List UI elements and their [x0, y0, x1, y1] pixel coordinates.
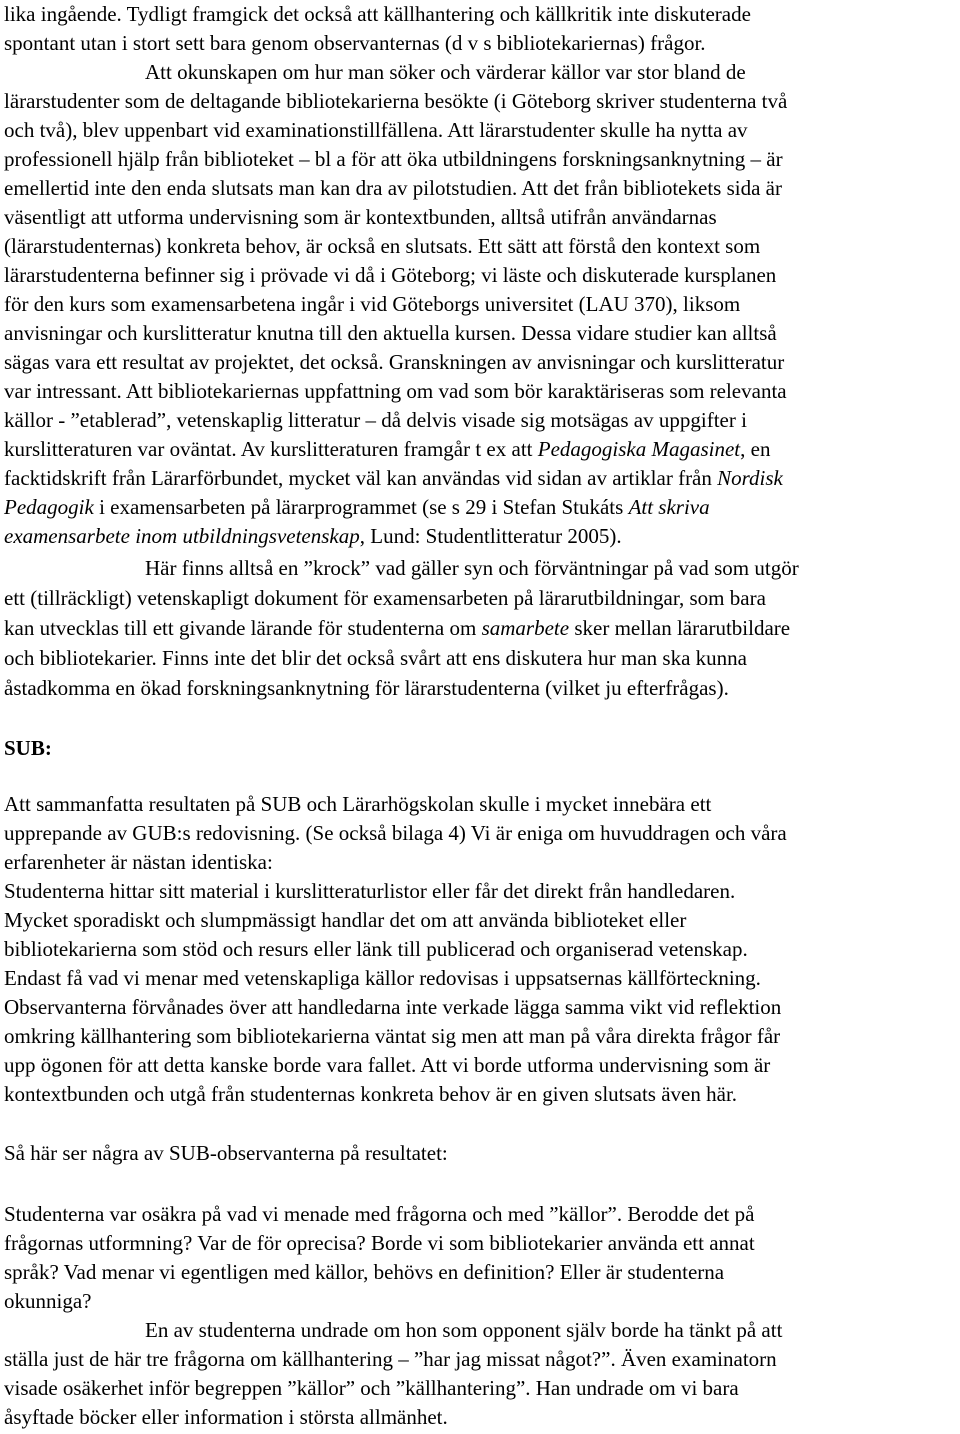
text-line: okunniga? [4, 1289, 92, 1313]
text-line: var intressant. Att bibliotekariernas uppfattning om vad som bör karaktäriseras som relevanta [4, 379, 787, 403]
text-line [4, 522, 622, 551]
text-line: En av studenterna undrade om hon som opponent själv borde ha tänkt på att [145, 1318, 783, 1342]
text-line: bibliotekarierna som stöd och resurs eller länk till publicerad och organiserad vetenskap. [4, 937, 748, 961]
text-line: språk? Vad menar vi egentligen med källor, behövs en definition? Eller är studenterna [4, 1260, 725, 1284]
text-line: lärarstudenterna befinner sig i prövade vi då i Göteborg; vi läste och diskuterade kursplanen [4, 263, 777, 287]
text-line: Så här ser några av SUB-observanterna på resultatet: [4, 1141, 448, 1165]
title-italic: Pedagogik [4, 495, 94, 519]
text-line: anvisningar och kurslitteratur knutna till den aktuella kursen. Dessa vidare studier kan alltså [4, 321, 777, 345]
title-italic: Att skriva [628, 495, 710, 519]
text-segment: kan utvecklas till ett givande lärande för studenterna om [4, 616, 482, 640]
text-line: väsentligt att utforma undervisning som är kontextbunden, alltså utifrån användarnas [4, 205, 717, 229]
text-line: erfarenheter är nästan identiska: [4, 850, 273, 874]
text-line: och bibliotekarier. Finns inte det blir det också svårt att ens diskutera hur man ska kunna [4, 646, 747, 670]
text-segment: i examensarbeten på lärarprogrammet (se s 29 i Stefan Stukáts [93, 495, 629, 519]
text-line: Studenterna var osäkra på vad vi menade med frågorna och med ”källor”. Berodde det på [4, 1202, 755, 1226]
text-line: Att okunskapen om hur man söker och värderar källor var stor bland de [145, 60, 746, 84]
text-line [4, 435, 770, 464]
text-line: Mycket sporadiskt och slumpmässigt handlar det om att använda biblioteket eller [4, 908, 687, 932]
text-line: Studenterna hittar sitt material i kurslitteraturlistor eller får det direkt från handledaren. [4, 879, 736, 903]
text-line [4, 493, 710, 522]
text-segment: facktidskrift från Lärarförbundet, mycket väl kan användas vid sidan av artiklar från [4, 466, 718, 490]
text-line: källor - ”etablerad”, vetenskaplig litteratur – då delvis visade sig motsägas av uppgifter i [4, 408, 747, 432]
text-line: Observanterna förvånades över att handledarna inte verkade lägga samma vikt vid reflektion [4, 995, 782, 1019]
text-line: Endast få vad vi menar med vetenskapliga källor redovisas i uppsatsernas källförteckning. [4, 966, 761, 990]
text-line [4, 464, 783, 493]
title-italic: examensarbete inom utbildningsvetenskap [4, 524, 360, 548]
text-line: och två), blev uppenbart vid examinationstillfällena. Att lärarstudenter skulle ha nytta av [4, 118, 748, 142]
text-line: emellertid inte den enda slutsats man kan dra av pilotstudien. Att det från bibliotekets sida är [4, 176, 782, 200]
title-italic: Pedagogiska Magasinet [537, 437, 741, 461]
text-line: omkring källhantering som bibliotekarierna väntat sig men att man på våra direkta frågor får [4, 1024, 781, 1048]
text-line: spontant utan i stort sett bara genom observanternas (d v s bibliotekariernas) frågor. [4, 31, 706, 55]
text-line: åstadkomma en ökad forskningsanknytning för lärarstudenterna (vilket ju efterfrågas). [4, 676, 729, 700]
text-segment: sker mellan lärarutbildare [569, 616, 791, 640]
text-line: ställa just de här tre frågorna om källhantering – ”har jag missat något?”. Även examinatorn [4, 1347, 777, 1371]
text-line [4, 614, 790, 643]
text-line: lika ingående. Tydligt framgick det också att källhantering och källkritik inte diskuterade [4, 2, 751, 26]
text-line: lärarstudenter som de deltagande bibliotekarierna besökte (i Göteborg skriver studenterna två [4, 89, 788, 113]
text-segment: , Lund: Studentlitteratur 2005). [359, 524, 622, 548]
text-segment: kurslitteraturen var oväntat. Av kurslitteraturen framgår t ex att [4, 437, 538, 461]
emphasis-italic: samarbete [481, 616, 570, 640]
text-line: Här finns alltså en ”krock” vad gäller syn och förväntningar på vad som utgör [145, 556, 799, 580]
text-segment: , en [740, 437, 771, 461]
text-line: (lärarstudenternas) konkreta behov, är också en slutsats. Ett sätt att förstå den kontext som [4, 234, 761, 258]
text-line: visade osäkerhet inför begreppen ”källor” och ”källhantering”. Han undrade om vi bara [4, 1376, 739, 1400]
text-line: ett (tillräckligt) vetenskapligt dokument för examensarbeten på lärarutbildningar, som bara [4, 586, 766, 610]
text-line: professionell hjälp från biblioteket – bl a för att öka utbildningens forskningsanknytning – är [4, 147, 783, 171]
text-line: frågornas utformning? Var de för oprecisa? Borde vi som bibliotekarier använda ett annat [4, 1231, 755, 1255]
text-line: kontextbunden och utgå från studenternas konkreta behov är en given slutsats även här. [4, 1082, 738, 1106]
text-line: Att sammanfatta resultaten på SUB och Lärarhögskolan skulle i mycket innebära ett [4, 792, 712, 816]
title-italic: Nordisk [717, 466, 783, 490]
text-line: för den kurs som examensarbetena ingår i vid Göteborgs universitet (LAU 370), liksom [4, 292, 741, 316]
text-line: åsyftade böcker eller information i största allmänhet. [4, 1405, 448, 1429]
text-line: upp ögonen för att detta kanske borde vara fallet. Att vi borde utforma undervisning som är [4, 1053, 771, 1077]
text-line: upprepande av GUB:s redovisning. (Se också bilaga 4) Vi är eniga om huvuddragen och våra [4, 821, 787, 845]
text-line: sägas vara ett resultat av projektet, det också. Granskningen av anvisningar och kurslitteratur [4, 350, 785, 374]
section-heading: SUB: [4, 736, 52, 760]
